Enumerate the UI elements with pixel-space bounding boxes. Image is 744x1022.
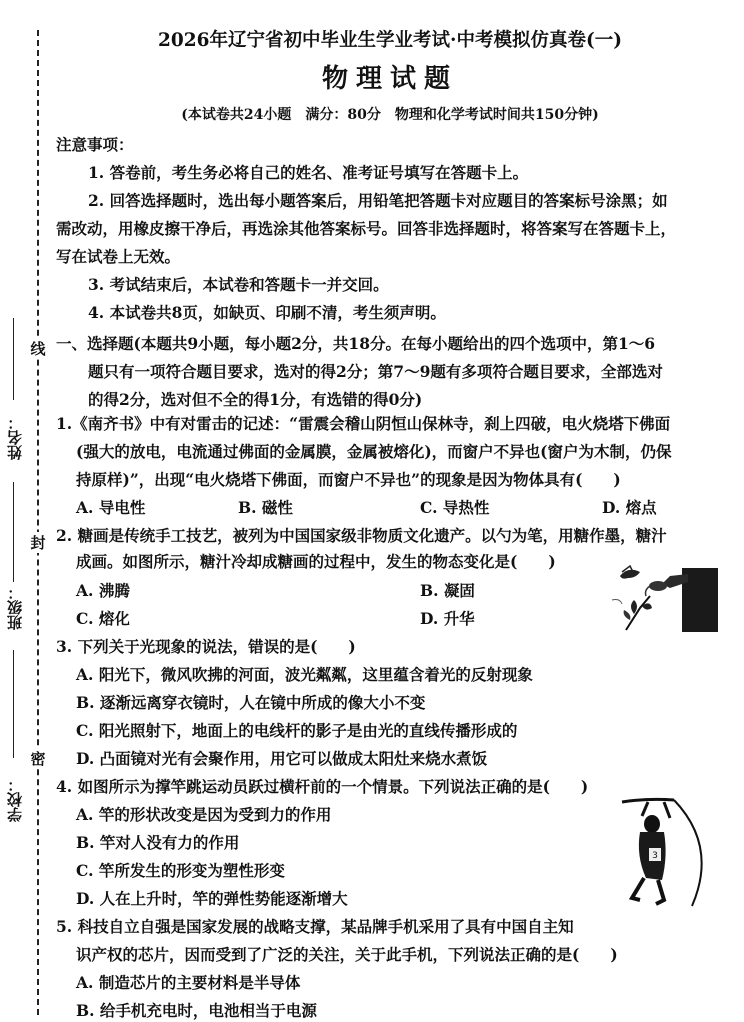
- q2-option-c[interactable]: C. 熔化: [76, 609, 130, 628]
- q1-option-c[interactable]: C. 导热性: [420, 498, 490, 517]
- school-label: 学校：: [6, 777, 24, 822]
- question-4-stem: 4. 如图所示为撑竿跳运动员跃过横杆前的一个情景。下列说法正确的是( ): [56, 777, 589, 796]
- q4-option-a[interactable]: A. 竿的形状改变是因为受到力的作用: [76, 805, 332, 824]
- q3-option-a[interactable]: A. 阳光下，微风吹拂的河面，波光粼粼，这里蕴含着光的反射现象: [76, 665, 533, 684]
- subject-title: 物理试题: [321, 64, 458, 94]
- notice-line: 需改动，用橡皮擦干净后，再选涂其他答案标号。回答非选择题时，将答案写在答题卡上，: [56, 219, 677, 238]
- pole-vault-figure: [618, 796, 728, 908]
- question-1-stem: 持原样)”，出现“电火烧塔下佛面，而窗户不异也”的现象是因为物体具有( ): [76, 470, 621, 489]
- notice-line: 1. 答卷前，考生务必将自己的姓名、准考证号填写在答题卡上。: [88, 163, 529, 182]
- q5-option-a[interactable]: A. 制造芯片的主要材料是半导体: [76, 973, 301, 992]
- notice-line: 4. 本试卷共8页，如缺页、印刷不清，考生须声明。: [88, 303, 446, 322]
- q3-option-c[interactable]: C. 阳光照射下，地面上的电线杆的影子是由光的直线传播形成的: [76, 721, 518, 740]
- sugar-painting-figure: [600, 556, 720, 632]
- notice-heading: 注意事项：: [56, 135, 134, 154]
- name-blank[interactable]: [13, 318, 14, 400]
- question-1-stem: (强大的放电，电流通过佛面的金属膜，金属被熔化)，而窗户不异也(窗户为木制，仍保: [76, 442, 672, 461]
- question-5-stem: 识产权的芯片，因而受到了广泛的关注，关于此手机，下列说法正确的是( ): [76, 945, 618, 964]
- q4-option-d[interactable]: D. 人在上升时，竿的弹性势能逐渐增大: [76, 889, 348, 908]
- seal-word-seal: 封: [28, 532, 48, 553]
- notice-line: 写在试卷上无效。: [56, 247, 181, 266]
- section-line: 题只有一项符合题目要求，选对的得2分；第7～9题有多项符合题目要求，全部选对: [88, 362, 663, 381]
- section-heading: 一、选择题(本题共9小题，每小题2分，共18分。在每小题给出的四个选项中，第1～6: [56, 334, 656, 353]
- binding-margin: [0, 0, 58, 1022]
- school-blank[interactable]: [13, 650, 14, 758]
- class-label: 班级：: [6, 585, 24, 630]
- q2-option-a[interactable]: A. 沸腾: [76, 581, 130, 600]
- q4-option-c[interactable]: C. 竿所发生的形变为塑性形变: [76, 861, 285, 880]
- question-3-stem: 3. 下列关于光现象的说法，错误的是( ): [56, 637, 356, 656]
- name-label: 姓名：: [6, 415, 24, 460]
- q1-option-a[interactable]: A. 导电性: [76, 498, 146, 517]
- seal-word-secret: 密: [28, 748, 48, 769]
- q1-option-b[interactable]: B. 磁性: [238, 498, 293, 517]
- notice-line: 3. 考试结束后，本试卷和答题卡一并交回。: [88, 275, 389, 294]
- section-line: 的得2分，选对但不全的得1分，有选错的得0分): [88, 390, 423, 409]
- question-2-stem: 成画。如图所示，糖汁冷却成糖画的过程中，发生的物态变化是( ): [76, 552, 556, 571]
- q3-option-b[interactable]: B. 逐渐远离穿衣镜时，人在镜中所成的像大小不变: [76, 693, 426, 712]
- exam-title: 2026年辽宁省初中毕业生学业考试·中考模拟仿真卷(一): [158, 30, 622, 51]
- seal-word-line: 线: [28, 338, 48, 359]
- q3-option-d[interactable]: D. 凸面镜对光有会聚作用，用它可以做成太阳灶来烧水煮饭: [76, 749, 488, 768]
- exam-note: (本试卷共24小题 满分：80分 物理和化学考试时间共150分钟): [181, 107, 599, 123]
- q2-option-b[interactable]: B. 凝固: [420, 581, 475, 600]
- athlete-bib-number: 3: [652, 851, 658, 861]
- class-blank[interactable]: [13, 482, 14, 582]
- binding-dashed-line: [37, 30, 39, 1015]
- question-2-stem: 2. 糖画是传统手工技艺，被列为中国国家级非物质文化遗产。以勺为笔，用糖作墨，糖汁: [56, 526, 667, 545]
- question-5-stem: 5. 科技自立自强是国家发展的战略支撑，某品牌手机采用了具有中国自主知: [56, 917, 574, 936]
- notice-line: 2. 回答选择题时，选出每小题答案后，用铅笔把答题卡对应题目的答案标号涂黑；如: [88, 191, 668, 210]
- q2-option-d[interactable]: D. 升华: [420, 609, 475, 628]
- q1-option-d[interactable]: D. 熔点: [602, 498, 657, 517]
- q4-option-b[interactable]: B. 竿对人没有力的作用: [76, 833, 240, 852]
- q5-option-b[interactable]: B. 给手机充电时，电池相当于电源: [76, 1001, 317, 1020]
- question-1-stem: 1.《南齐书》中有对雷击的记述：“雷震会稽山阴恒山保林寺，刹上四破，电火烧塔下佛面: [56, 414, 671, 433]
